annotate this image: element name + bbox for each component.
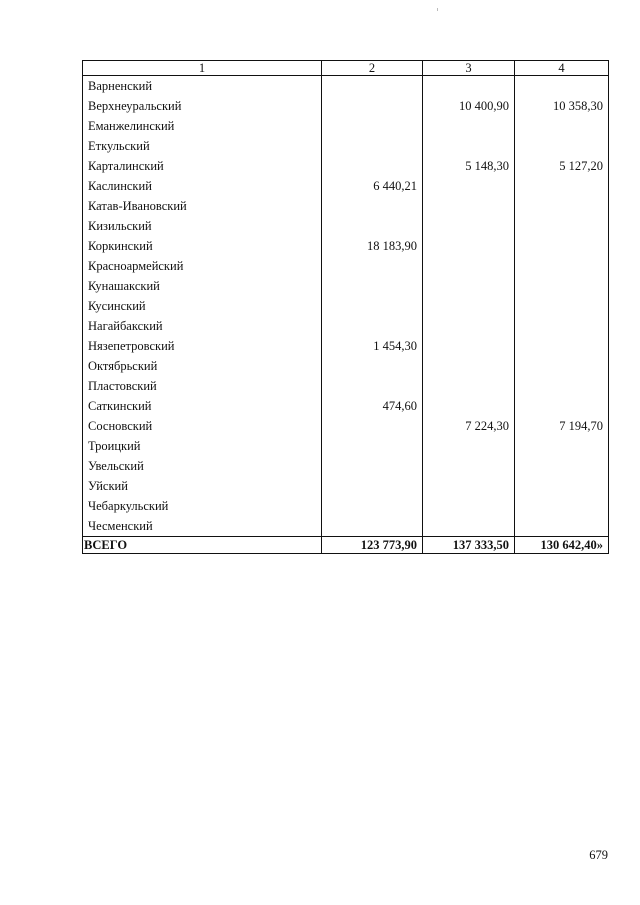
value-col3 [423,376,515,396]
value-col2 [322,116,423,136]
value-col4: 7 194,70 [515,416,609,436]
value-col4 [515,516,609,537]
district-name: Уйский [83,476,322,496]
total-value-col3: 137 333,50 [423,537,515,554]
total-value-col4: 130 642,40» [515,537,609,554]
value-col4 [515,476,609,496]
value-col2 [322,456,423,476]
value-col4 [515,376,609,396]
value-col3 [423,176,515,196]
table-row [83,496,609,516]
district-name: Увельский [83,456,322,476]
value-col3: 7 224,30 [423,416,515,436]
value-col4 [515,136,609,156]
value-col3 [423,496,515,516]
value-col4 [515,276,609,296]
table-row [83,156,609,176]
district-name: Красноармейский [83,256,322,276]
value-col2 [322,216,423,236]
value-col3: 5 148,30 [423,156,515,176]
table-row [83,516,609,537]
value-col3 [423,316,515,336]
value-col4 [515,216,609,236]
header-row [83,61,609,76]
district-name: Каслинский [83,176,322,196]
value-col4 [515,316,609,336]
value-col3: 10 400,90 [423,96,515,116]
district-name: Пластовский [83,376,322,396]
total-row [83,537,609,554]
value-col2 [322,516,423,537]
value-col2 [322,156,423,176]
value-col3 [423,516,515,537]
table-row [83,376,609,396]
value-col2 [322,436,423,456]
district-name: Варненский [83,76,322,97]
table-row [83,76,609,97]
value-col4: 10 358,30 [515,96,609,116]
value-col4 [515,336,609,356]
value-col3 [423,256,515,276]
value-col2 [322,276,423,296]
value-col2 [322,196,423,216]
value-col3 [423,436,515,456]
value-col3 [423,236,515,256]
district-name: Еманжелинский [83,116,322,136]
district-name: Троицкий [83,436,322,456]
table-row [83,476,609,496]
value-col2: 18 183,90 [322,236,423,256]
district-name: Чебаркульский [83,496,322,516]
budget-table-wrapper [82,60,608,554]
value-col4 [515,496,609,516]
value-col4 [515,296,609,316]
total-value-col2: 123 773,90 [322,537,423,554]
district-name: Чесменский [83,516,322,537]
value-col4 [515,116,609,136]
value-col2 [322,256,423,276]
district-name: Нагайбакский [83,316,322,336]
value-col4 [515,176,609,196]
district-name: Октябрьский [83,356,322,376]
value-col2 [322,96,423,116]
value-col4: 5 127,20 [515,156,609,176]
district-name: Нязепетровский [83,336,322,356]
district-name: Карталинский [83,156,322,176]
table-row [83,416,609,436]
district-name: Кунашакский [83,276,322,296]
table-row [83,216,609,236]
column-header-4: 4 [515,61,609,76]
value-col3 [423,336,515,356]
column-header-1: 1 [83,61,322,76]
district-name: Коркинский [83,236,322,256]
table-row [83,96,609,116]
value-col4 [515,236,609,256]
value-col3 [423,296,515,316]
value-col2 [322,316,423,336]
table-row [83,196,609,216]
value-col2: 1 454,30 [322,336,423,356]
value-col3 [423,476,515,496]
value-col4 [515,396,609,416]
total-label: ВСЕГО [83,537,322,554]
value-col3 [423,116,515,136]
value-col3 [423,356,515,376]
budget-table [82,60,609,554]
district-name: Кусинский [83,296,322,316]
value-col2 [322,296,423,316]
value-col3 [423,76,515,97]
table-row [83,396,609,416]
value-col2 [322,136,423,156]
table-row [83,116,609,136]
value-col4 [515,76,609,97]
value-col3 [423,136,515,156]
table-body [83,76,609,537]
value-col3 [423,276,515,296]
district-name: Сосновский [83,416,322,436]
column-header-2: 2 [322,61,423,76]
table-row [83,276,609,296]
value-col2 [322,416,423,436]
table-row [83,356,609,376]
value-col3 [423,456,515,476]
table-row [83,176,609,196]
district-name: Катав-Ивановский [83,196,322,216]
table-row [83,296,609,316]
value-col3 [423,216,515,236]
scan-artifact [437,8,438,11]
value-col4 [515,356,609,376]
value-col2 [322,496,423,516]
value-col2: 474,60 [322,396,423,416]
value-col2: 6 440,21 [322,176,423,196]
value-col4 [515,456,609,476]
value-col4 [515,196,609,216]
table-row [83,336,609,356]
district-name: Верхнеуральский [83,96,322,116]
value-col4 [515,256,609,276]
value-col3 [423,396,515,416]
value-col2 [322,476,423,496]
table-row [83,236,609,256]
value-col2 [322,76,423,97]
page-number: 679 [589,848,608,862]
table-row [83,136,609,156]
table-row [83,316,609,336]
value-col2 [322,376,423,396]
column-header-3: 3 [423,61,515,76]
value-col4 [515,436,609,456]
value-col2 [322,356,423,376]
table-row [83,436,609,456]
district-name: Саткинский [83,396,322,416]
table-row [83,456,609,476]
table-row [83,256,609,276]
value-col3 [423,196,515,216]
district-name: Еткульский [83,136,322,156]
district-name: Кизильский [83,216,322,236]
